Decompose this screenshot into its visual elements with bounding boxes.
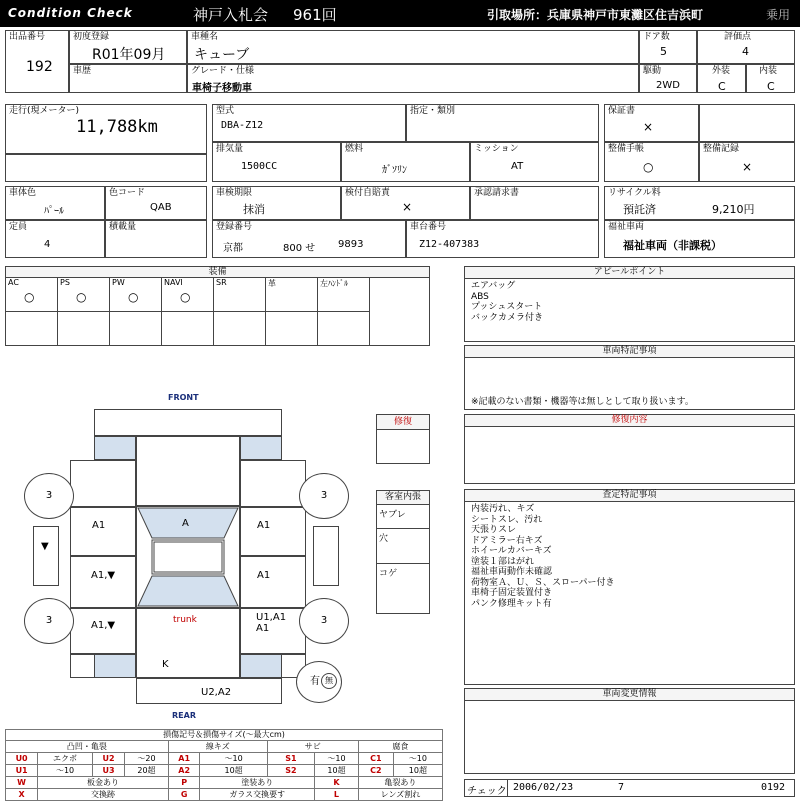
special-pane bbox=[464, 345, 795, 410]
front-label: FRONT bbox=[168, 393, 199, 402]
equipment-label: NAVI bbox=[164, 278, 183, 287]
interior-hole: 穴 bbox=[377, 529, 429, 564]
legend-header: 線キズ bbox=[168, 741, 267, 753]
fuel-cell bbox=[341, 142, 470, 182]
header-bar bbox=[0, 0, 800, 27]
maint-value: ○ bbox=[643, 160, 654, 174]
legend-code: S2 bbox=[267, 765, 314, 777]
maint-label: 整備手帳 bbox=[608, 144, 645, 154]
lot-label: 出品番号 bbox=[9, 32, 46, 42]
appeal-pane bbox=[464, 266, 795, 342]
equipment-col bbox=[266, 278, 318, 345]
color-code-cell bbox=[105, 186, 207, 220]
capacity-label: 定員 bbox=[9, 222, 28, 232]
equipment-col bbox=[318, 278, 370, 345]
tire-rear-left-mark: 3 bbox=[45, 615, 53, 626]
rear-label: REAR bbox=[172, 711, 196, 720]
first-reg-label: 初度登録 bbox=[73, 32, 110, 42]
record-cell bbox=[699, 142, 795, 182]
mission-label: ミッション bbox=[474, 144, 519, 154]
door-rear-left bbox=[70, 608, 136, 654]
legend-desc: 〜10 bbox=[393, 753, 442, 765]
interior-tear: ヤブレ bbox=[377, 505, 429, 529]
hood bbox=[136, 436, 240, 506]
tire-front-left bbox=[24, 473, 74, 519]
recycle-cell bbox=[604, 186, 795, 220]
fender-right bbox=[240, 507, 306, 556]
grade-cell bbox=[187, 64, 639, 93]
warranty-cell bbox=[604, 104, 699, 142]
mission-value: AT bbox=[511, 161, 524, 172]
repair-box bbox=[376, 414, 430, 464]
grade-value: 車椅子移動車 bbox=[192, 83, 252, 94]
front-fender-left-top bbox=[70, 460, 136, 507]
footer-bar bbox=[464, 779, 795, 797]
equipment-col bbox=[162, 278, 214, 345]
door-front-right bbox=[240, 556, 306, 608]
legend-code: A1 bbox=[168, 753, 200, 765]
legend-code: U3 bbox=[92, 765, 124, 777]
legend-desc: 交換跡 bbox=[38, 789, 169, 801]
mirror-left bbox=[33, 526, 59, 586]
drive-label: 駆動 bbox=[643, 66, 662, 76]
legend-desc: 〜20 bbox=[125, 753, 169, 765]
mileage-value: 11,788km bbox=[76, 117, 158, 137]
spare-tire-mark: 無 bbox=[321, 673, 337, 689]
legend-code: U0 bbox=[6, 753, 38, 765]
exterior-cell bbox=[697, 64, 746, 93]
inspection-cell bbox=[212, 186, 341, 220]
color-label: 車体色 bbox=[9, 188, 37, 198]
equipment-col bbox=[214, 278, 266, 345]
legend-desc: 〜10 bbox=[38, 765, 93, 777]
recycle-label: リサイクル料 bbox=[608, 188, 661, 198]
legend-title: 損傷記号＆損傷サイズ(〜最大cm) bbox=[5, 729, 443, 740]
legend-table bbox=[5, 740, 443, 801]
insurance-cell bbox=[341, 186, 470, 220]
trunk-label: trunk bbox=[173, 615, 197, 625]
legend-desc: 10超 bbox=[200, 765, 267, 777]
fender-left bbox=[70, 507, 136, 556]
door-front-right-mark: A1 bbox=[257, 570, 271, 581]
tire-front-right-mark: 3 bbox=[320, 490, 328, 501]
assessment-text: 内装汚れ、キズ シートスレ、汚れ 天張りスレ ドアミラー右キズ ホイールカバーキズ 塗装１部はがれ 福祉車両動作未確認 荷物室Ａ、Ｕ、Ｓ、スローパー付き 車椅子固定装置付き パンク修理キット有 bbox=[471, 504, 615, 609]
first-reg-value: R01年09月 bbox=[92, 47, 166, 63]
plate-label: 登録番号 bbox=[216, 222, 253, 232]
appeal-text: エアバッグ ABS プッシュスタート バックカメラ付き bbox=[471, 281, 544, 323]
recycle-fee: 9,210円 bbox=[712, 203, 755, 216]
welfare-value: 福祉車両（非課税） bbox=[623, 239, 722, 252]
repair-pane bbox=[464, 414, 795, 484]
vehicle-category: 乗用 bbox=[766, 8, 791, 22]
footer-divider bbox=[507, 780, 508, 796]
door-front-left bbox=[70, 556, 136, 608]
appeal-title: アピールポイント bbox=[465, 267, 794, 279]
mirror-right bbox=[313, 526, 339, 586]
model-cell bbox=[187, 30, 639, 64]
lot-cell bbox=[5, 30, 69, 93]
equipment-mark: ○ bbox=[180, 290, 191, 304]
capacity-value: 4 bbox=[44, 239, 51, 250]
legend-code: U1 bbox=[6, 765, 38, 777]
repair-title: 修復内容 bbox=[465, 415, 794, 427]
equipment-row-divider bbox=[214, 311, 266, 312]
tire-front-left-mark: 3 bbox=[45, 490, 53, 501]
sheet-title: Condition Check bbox=[8, 6, 133, 20]
record-label: 整備記録 bbox=[703, 144, 740, 154]
color-value: ﾊﾟｰﾙ bbox=[44, 206, 64, 217]
load-label: 積載量 bbox=[109, 222, 137, 232]
check-lot: 0192 bbox=[761, 782, 786, 793]
doors-label: ドア数 bbox=[643, 32, 670, 42]
warranty-label: 保証書 bbox=[608, 106, 636, 116]
headlight-left bbox=[94, 436, 136, 460]
assessment-pane bbox=[464, 489, 795, 685]
history-label: 車歴 bbox=[73, 66, 92, 76]
chassis-value: Z12-407383 bbox=[419, 239, 480, 250]
legend-code: C1 bbox=[358, 753, 393, 765]
rear-panel bbox=[136, 678, 282, 704]
headlight-right bbox=[240, 436, 282, 460]
model-value: キューブ bbox=[194, 47, 250, 63]
approval-label: 承認請求書 bbox=[474, 188, 520, 198]
color-code-value: QAB bbox=[150, 202, 172, 213]
insurance-value: × bbox=[402, 200, 413, 214]
chassis-label: 車台番号 bbox=[410, 222, 447, 232]
assessment-title: 査定特記事項 bbox=[465, 490, 794, 502]
spare-tire-label: 有 bbox=[310, 676, 320, 687]
color-code-label: 色コード bbox=[109, 188, 146, 198]
inspection-label: 車検期限 bbox=[216, 188, 253, 198]
legend-header: サビ bbox=[267, 741, 358, 753]
fuel-label: 燃料 bbox=[345, 144, 364, 154]
check-label: チェック bbox=[467, 786, 507, 797]
designation-label: 指定・類別 bbox=[410, 106, 456, 116]
exterior-value: C bbox=[718, 80, 726, 93]
equipment-col bbox=[6, 278, 58, 345]
equipment-row-divider bbox=[58, 311, 110, 312]
welfare-cell bbox=[604, 220, 795, 258]
first-reg-cell bbox=[69, 30, 187, 64]
plate-number: 800 せ bbox=[283, 243, 316, 254]
legend-code: L bbox=[315, 789, 359, 801]
front-fender-right-top bbox=[240, 460, 306, 507]
legend-desc: 亀裂あり bbox=[358, 777, 442, 789]
legend-desc: 板金あり bbox=[38, 777, 169, 789]
interior-burn: コゲ bbox=[379, 569, 398, 579]
front-bumper bbox=[94, 409, 282, 436]
interior-damage-title: 客室内張 bbox=[377, 491, 429, 505]
score-value: 4 bbox=[742, 45, 749, 58]
welfare-label: 福祉車両 bbox=[608, 222, 645, 232]
fender-right-mark: A1 bbox=[257, 520, 271, 531]
legend-code: A2 bbox=[168, 765, 200, 777]
displacement-value: 1500CC bbox=[241, 161, 278, 172]
legend-desc: ガラス交換要す bbox=[200, 789, 315, 801]
score-cell bbox=[697, 30, 795, 64]
rear-bumper-mark: K bbox=[162, 659, 169, 670]
trunk-lid bbox=[136, 608, 240, 678]
damage-legend bbox=[5, 729, 443, 801]
tire-rear-right bbox=[299, 598, 349, 644]
type-value: DBA-Z12 bbox=[221, 120, 264, 131]
equipment-mark: ○ bbox=[128, 290, 139, 304]
change-title: 車両変更情報 bbox=[465, 689, 794, 701]
rear-panel-mark: U2,A2 bbox=[201, 687, 232, 698]
legend-desc: レンズ割れ bbox=[358, 789, 442, 801]
tire-front-right bbox=[299, 473, 349, 519]
equipment-row-divider bbox=[266, 311, 318, 312]
door-front-left-mark: A1,▼ bbox=[91, 570, 116, 581]
plate-number-2: 9893 bbox=[338, 239, 364, 250]
tire-rear-right-mark: 3 bbox=[320, 615, 328, 626]
designation-cell bbox=[406, 104, 599, 142]
equipment-row-divider bbox=[6, 311, 58, 312]
drive-cell bbox=[639, 64, 697, 93]
legend-desc: 10超 bbox=[393, 765, 442, 777]
exterior-label: 外装 bbox=[712, 66, 731, 76]
legend-desc: 20超 bbox=[125, 765, 169, 777]
displacement-cell bbox=[212, 142, 341, 182]
equipment-label: AC bbox=[8, 278, 19, 287]
warranty-value: × bbox=[643, 120, 654, 134]
legend-desc: 10超 bbox=[315, 765, 359, 777]
insurance-label: 検付自賠責 bbox=[345, 188, 391, 198]
auction-number: 961回 bbox=[293, 6, 337, 24]
equipment-title: 装備 bbox=[6, 267, 429, 278]
load-cell bbox=[105, 220, 207, 258]
model-label: 車種名 bbox=[191, 32, 219, 42]
chassis-cell bbox=[406, 220, 599, 258]
type-cell bbox=[212, 104, 406, 142]
auction-name: 神戸入札会 bbox=[193, 6, 269, 24]
equipment-label: PW bbox=[112, 278, 125, 287]
special-title: 車両特記事項 bbox=[465, 346, 794, 358]
spare-tire bbox=[296, 661, 342, 703]
fender-left-mark: A1 bbox=[92, 520, 106, 531]
maint-cell bbox=[604, 142, 699, 182]
displacement-label: 排気量 bbox=[216, 144, 244, 154]
fuel-value: ｶﾞｿﾘﾝ bbox=[382, 165, 407, 176]
legend-desc: 塗装あり bbox=[200, 777, 315, 789]
equipment-table bbox=[5, 266, 430, 346]
equipment-label: 革 bbox=[268, 279, 276, 288]
approval-cell bbox=[470, 186, 599, 220]
legend-code: U2 bbox=[92, 753, 124, 765]
tire-rear-left bbox=[24, 598, 74, 644]
check-count: 7 bbox=[618, 782, 625, 793]
interior-damage-box bbox=[376, 490, 430, 614]
recycle-status: 預託済 bbox=[623, 203, 656, 216]
mileage-extra-cell bbox=[5, 154, 207, 182]
history-cell bbox=[69, 64, 187, 93]
equipment-label: 左ﾊﾝﾄﾞﾙ bbox=[320, 279, 348, 288]
capacity-cell bbox=[5, 220, 105, 258]
interior-value: C bbox=[767, 80, 775, 93]
mission-cell bbox=[470, 142, 599, 182]
legend-header: 凸凹・亀裂 bbox=[6, 741, 169, 753]
door-rear-right bbox=[240, 608, 306, 654]
legend-code: X bbox=[6, 789, 38, 801]
equipment-mark: ○ bbox=[76, 290, 87, 304]
legend-desc: 〜10 bbox=[200, 753, 267, 765]
score-label: 評価点 bbox=[724, 32, 752, 42]
check-date: 2006/02/23 bbox=[513, 782, 574, 793]
equipment-row-divider bbox=[318, 311, 370, 312]
pickup-location: 引取場所：兵庫県神戸市東灘区住吉浜町 bbox=[487, 8, 704, 22]
legend-code: G bbox=[168, 789, 200, 801]
color-cell bbox=[5, 186, 105, 220]
doors-value: 5 bbox=[660, 45, 667, 58]
equipment-label: SR bbox=[216, 278, 227, 287]
change-pane bbox=[464, 688, 795, 774]
grade-label: グレード・仕様 bbox=[191, 66, 255, 76]
mileage-cell bbox=[5, 104, 207, 154]
roof-mark: A bbox=[182, 518, 189, 529]
legend-code: C2 bbox=[358, 765, 393, 777]
legend-desc: エクボ bbox=[38, 753, 93, 765]
special-note: ※記載のない書類・機器等は無しとして取り扱います。 bbox=[471, 397, 694, 407]
interior-label: 内装 bbox=[759, 66, 778, 76]
legend-code: P bbox=[168, 777, 200, 789]
inspection-value: 抹消 bbox=[243, 203, 265, 216]
interior-cell bbox=[746, 64, 795, 93]
equipment-col bbox=[58, 278, 110, 345]
record-value: × bbox=[742, 160, 753, 174]
door-rear-left-mark: A1,▼ bbox=[91, 620, 116, 631]
tail-light-right bbox=[240, 654, 282, 678]
legend-code: W bbox=[6, 777, 38, 789]
equipment-row-divider bbox=[162, 311, 214, 312]
lot-number: 192 bbox=[26, 59, 53, 75]
type-label: 型式 bbox=[216, 106, 235, 116]
equipment-row-divider bbox=[110, 311, 162, 312]
plate-cell bbox=[212, 220, 406, 258]
equipment-col bbox=[110, 278, 162, 345]
door-rear-right-mark: U1,A1 A1 bbox=[256, 612, 287, 634]
repair-box-label: 修復 bbox=[377, 415, 429, 430]
drive-value: 2WD bbox=[656, 80, 680, 91]
mileage-label: 走行(現メーター) bbox=[9, 106, 80, 116]
mirror-left-mark: ▼ bbox=[41, 541, 49, 552]
equipment-mark: ○ bbox=[24, 290, 35, 304]
plate-area: 京都 bbox=[223, 243, 243, 254]
equipment-label: PS bbox=[60, 278, 70, 287]
legend-code: S1 bbox=[267, 753, 314, 765]
tail-light-left bbox=[94, 654, 136, 678]
legend-desc: 〜10 bbox=[315, 753, 359, 765]
legend-header: 腐食 bbox=[358, 741, 442, 753]
legend-code: K bbox=[315, 777, 359, 789]
warranty-extra-cell bbox=[699, 104, 795, 142]
doors-cell bbox=[639, 30, 697, 64]
